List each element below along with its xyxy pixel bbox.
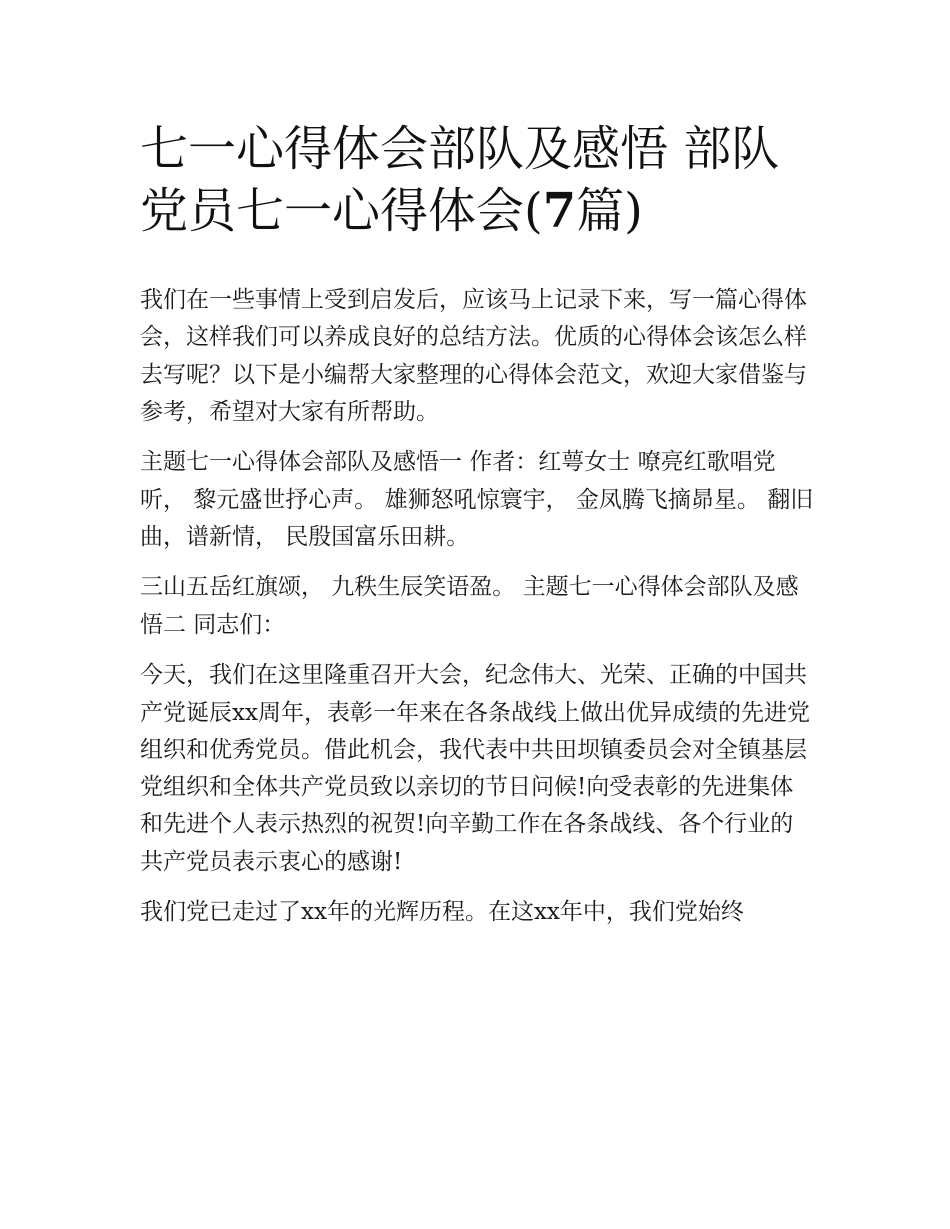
document-title: [140, 118, 820, 242]
paragraph-intro: 我们在一些事情上受到启发后，应该马上记录下来，写一篇心得体会，这样我们可以养成良好的总结方法。优质的心得体会该怎么样去写呢？以下是小编帮大家整理的心得体会范文，欢迎大家借鉴与参考，希望对大家有所帮助。: [140, 287, 807, 425]
paragraph-poem-2: 三山五岳红旗颂， 九秩生辰笑语盈。 主题七一心得体会部队及感悟二 同志们：: [140, 574, 799, 638]
document-body: [140, 282, 816, 932]
title-number: 7: [542, 183, 577, 239]
paragraph-speech: 今天，我们在这里隆重召开大会，纪念伟大、光荣、正确的中国共产党诞辰xx周年，表彰一年来在各条战线上做出优异成绩的先进党组织和优秀党员。借此机会，我代表中共田坝镇委员会对全镇基层党组织和全体共产党员致以亲切的节日问候!向受表彰的先进集体和先进个人表示热烈的祝贺!向辛勤工作在各条战线、各个行业的共产党员表示衷心的感谢!: [140, 662, 810, 875]
paragraph-history: 我们党已走过了xx年的光辉历程。在这xx年中，我们党始终: [140, 899, 744, 926]
title-line-2-suffix: 篇): [576, 183, 643, 239]
paragraph-poem-1: 主题七一心得体会部队及感悟一 作者：红萼女士 嘹亮红歌唱党听， 黎元盛世抒心声。 雄狮怒吼惊寰宇， 金凤腾飞摘昴星。 翻旧曲，谱新情， 民殷国富乐田耕。: [140, 449, 814, 550]
title-line-1: 七一心得体会部队及感悟 部队: [140, 121, 780, 177]
title-line-2-text: 党员七一心得体会(: [140, 183, 543, 239]
